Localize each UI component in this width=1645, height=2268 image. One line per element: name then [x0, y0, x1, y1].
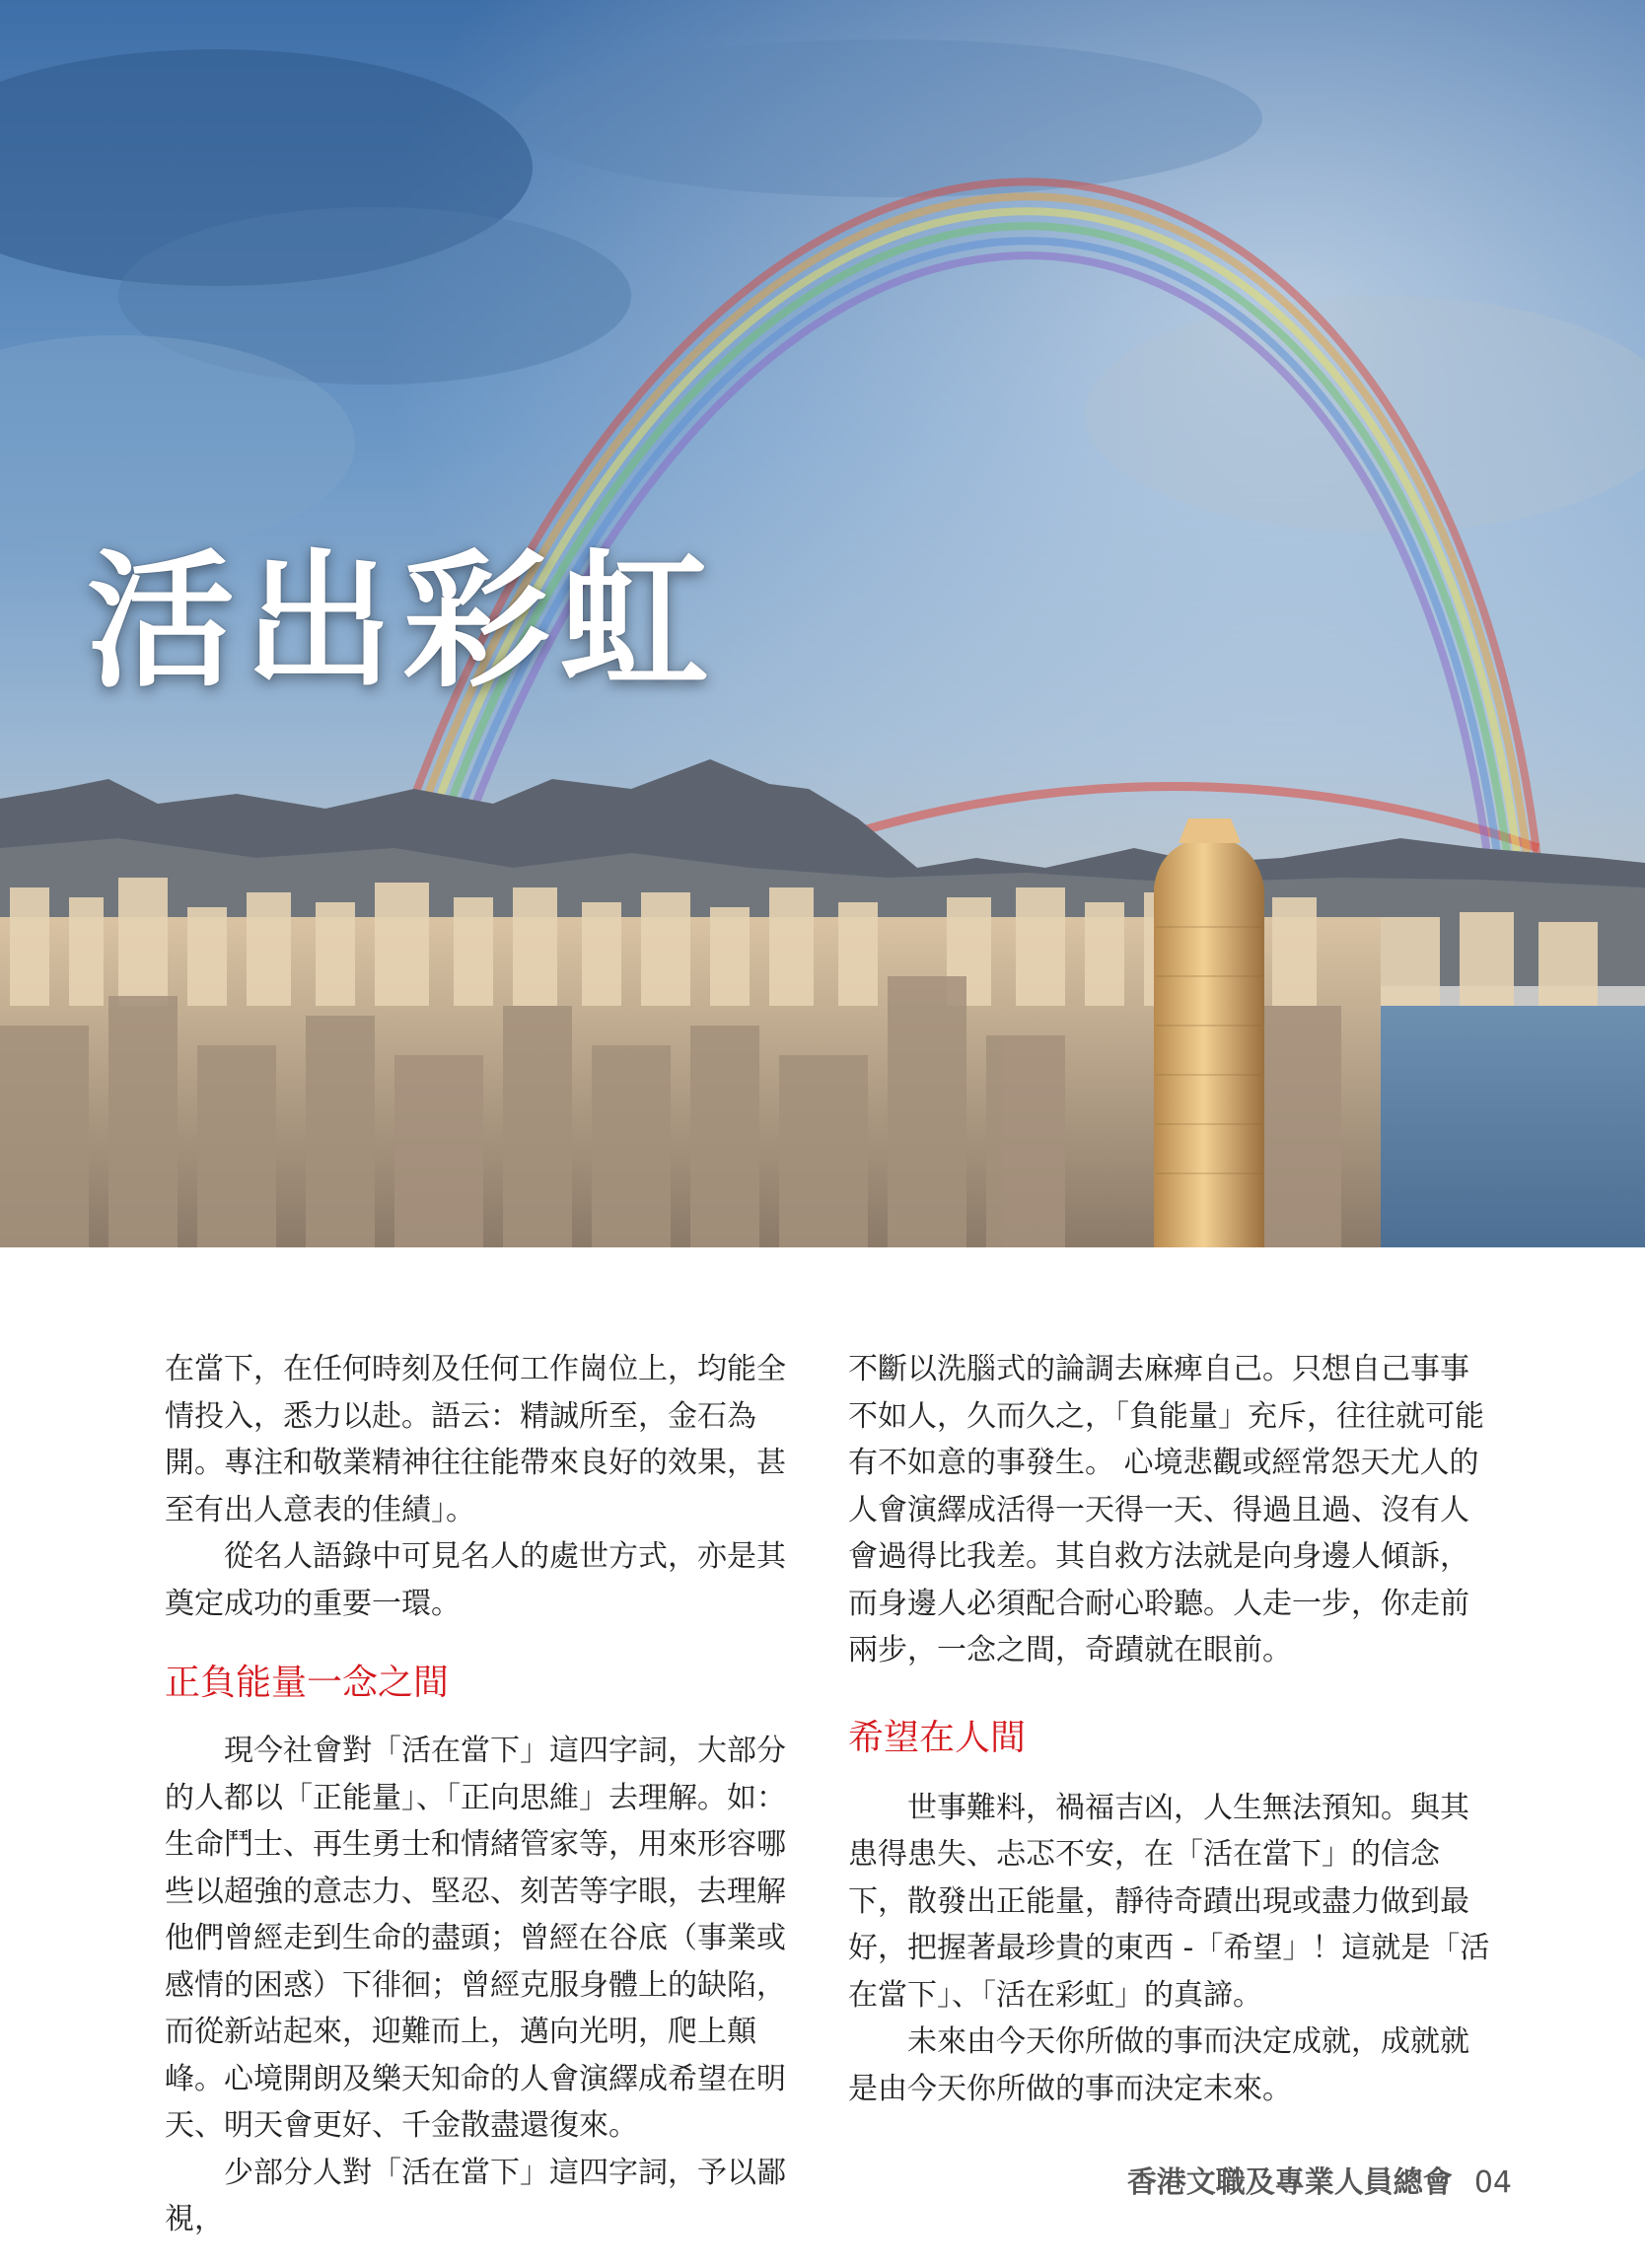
paragraph: 少部分人對「活在當下」這四字詞，予以鄙視，	[165, 2155, 786, 2236]
page-footer	[1127, 2158, 1512, 2201]
footer-organization: 香港文職及專業人員總會	[1126, 2165, 1453, 2200]
paragraph: 世事難料，禍福吉凶，人生無法預知。與其患得患失、忐忑不安，在「活在當下」的信念下，散發出正能量，靜待奇蹟出現或盡力做到最好，把握著最珍貴的東西 -「希望」！這就是「活在當下」、「活在彩虹」的真諦。	[848, 1790, 1490, 2013]
section-heading-hope: 希望在人間	[848, 1717, 1027, 1758]
paragraph: 不斷以洗腦式的論調去麻痺自己。只想自己事事不如人，久而久之，「負能量」充斥，往往就可能有不如意的事發生。 心境悲觀或經常怨天尤人的人會演繹成活得一天得一天、得過且過、沒有人會過得比我差。其自救方法就是向身邊人傾訴，而身邊人必須配合耐心聆聽。人走一步，你走前兩步，一念之間，奇蹟就在眼前。	[848, 1352, 1484, 1667]
page-number: 04	[1473, 2165, 1512, 2200]
paragraph: 在當下，在任何時刻及任何工作崗位上，均能全情投入，悉力以赴。語云：精誠所至，金石為開。專注和敬業精神往往能帶來良好的效果，甚至有出人意表的佳績」。	[165, 1352, 786, 1527]
section-heading-energy: 正負能量一念之間	[165, 1663, 450, 1703]
left-column	[165, 1346, 811, 2243]
paragraph: 現今社會對「活在當下」這四字詞，大部分的人都以「正能量」、「正向思維」去理解。如：生命鬥士、再生勇士和情緒管家等，用來形容哪些以超強的意志力、堅忍、刻苦等字眼，去理解他們曾經走到生命的盡頭；曾經在谷底（事業或感情的困惑）下徘徊；曾經克服身體上的缺陷，而從新站起來，迎難而上，邁向光明，爬上顛峰。心境開朗及樂天知命的人會演繹成希望在明天、明天會更好、千金散盡還復來。	[165, 1734, 786, 2143]
right-column	[848, 1346, 1494, 2112]
paragraph: 從名人語錄中可見名人的處世方式，亦是其奠定成功的重要一環。	[165, 1539, 786, 1621]
page-title: 活出彩虹	[87, 534, 719, 708]
paragraph: 未來由今天你所做的事而決定成就，成就就是由今天你所做的事而決定未來。	[848, 2024, 1469, 2106]
